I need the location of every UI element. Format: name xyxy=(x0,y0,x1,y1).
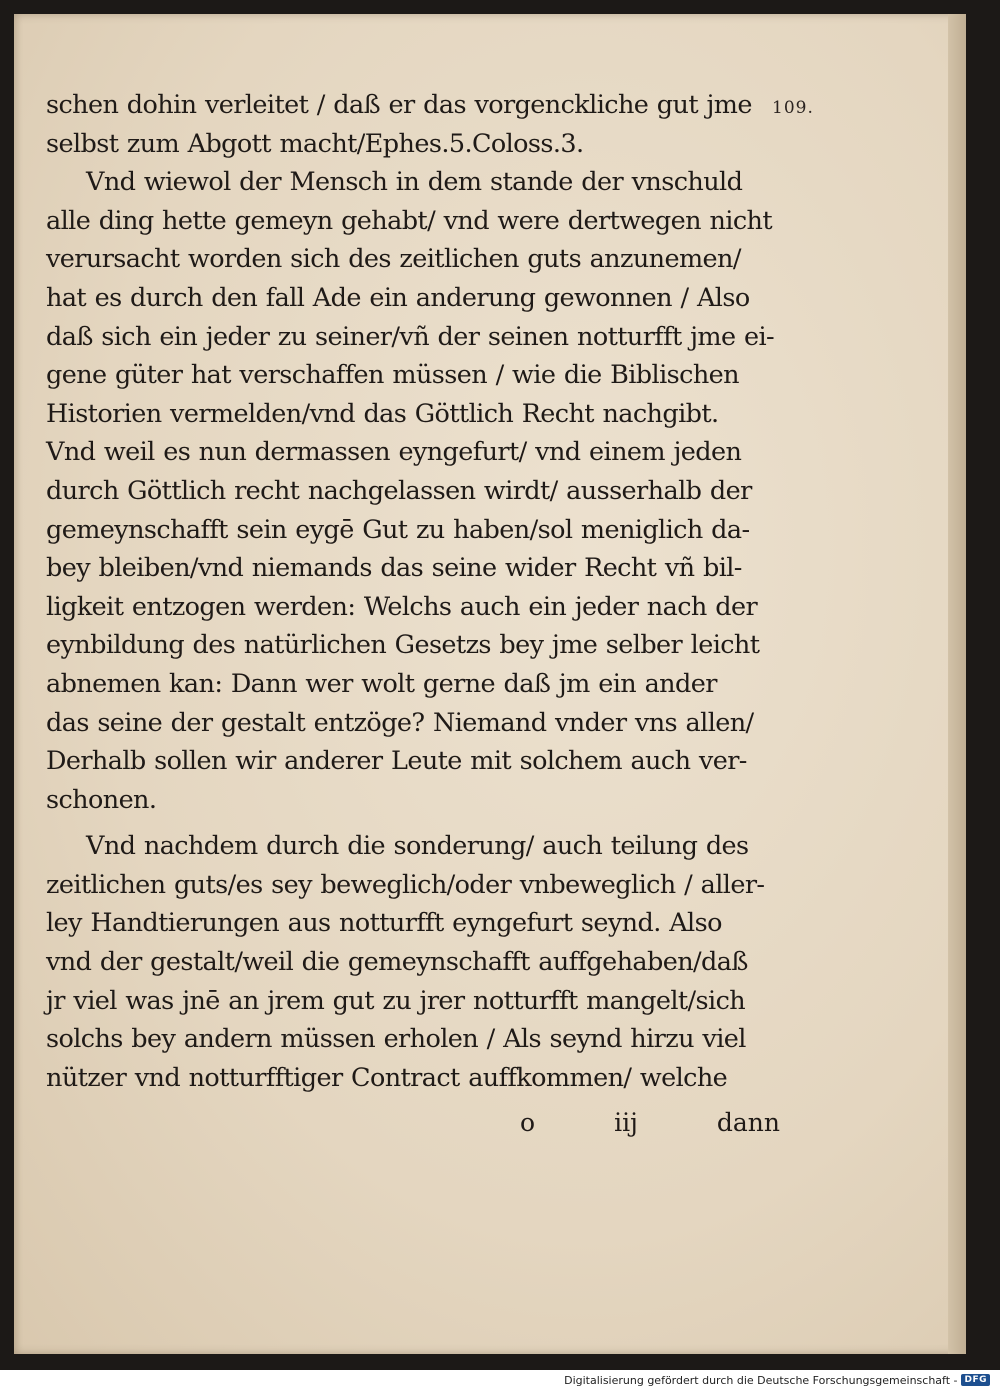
text-line: gemeynschafft sein eygē Gut zu haben/sol meniglich da- xyxy=(46,514,750,545)
text-line: solchs bey andern müssen erholen / Als seynd hirzu viel xyxy=(46,1024,746,1055)
text-line: schonen. xyxy=(46,784,157,815)
signature-number: iij xyxy=(614,1108,638,1137)
text-line: Derhalb sollen wir anderer Leute mit solchem auch ver- xyxy=(46,746,747,777)
text-line: abnemen kan: Dann wer wolt gerne daß jm ein ander xyxy=(46,668,717,699)
text-line: bey bleiben/vnd niemands das seine wider Recht vñ bil- xyxy=(46,553,742,584)
paragraph-start-line: Vnd nachdem durch die sonderung/ auch teilung des xyxy=(86,831,749,862)
text-line: vnd der gestalt/weil die gemeynschafft auffgehaben/daß xyxy=(46,947,748,978)
text-line: jr viel was jnē an jrem gut zu jrer notturfft mangelt/sich xyxy=(46,985,746,1016)
text-block xyxy=(46,86,776,1097)
signature-letter: o xyxy=(520,1108,536,1137)
text-line: hat es durch den fall Ade ein anderung gewonnen / Also xyxy=(46,282,750,313)
text-line: daß sich ein jeder zu seiner/vñ der seinen notturfft jme ei- xyxy=(46,321,775,352)
text-line: Historien vermelden/vnd das Göttlich Recht nachgibt. xyxy=(46,398,719,429)
text-line: verursacht worden sich des zeitlichen guts anzunemen/ xyxy=(46,244,741,275)
signature-catchline xyxy=(520,1108,780,1137)
catchword: dann xyxy=(716,1108,780,1137)
text-line: ligkeit entzogen werden: Welchs auch ein jeder nach der xyxy=(46,591,758,622)
text-line: durch Göttlich recht nachgelassen wirdt/ ausserhalb der xyxy=(46,475,752,506)
text-line: das seine der gestalt entzöge? Niemand vnder vns allen/ xyxy=(46,707,754,738)
text-line: ley Handtierungen aus notturfft eyngefurt seynd. Also xyxy=(46,908,722,939)
text-line: schen dohin verleitet / daß er das vorgenckliche gut jme xyxy=(46,90,752,120)
text-line: gene güter hat verschaffen müssen / wie die Biblischen xyxy=(46,360,739,391)
footer-bar xyxy=(0,1370,1000,1390)
footer-credit: Digitalisierung gefördert durch die Deutsche Forschungsgemeinschaft - xyxy=(564,1373,958,1387)
page-edge xyxy=(948,14,966,1354)
text-line: alle ding hette gemeyn gehabt/ vnd were dertwegen nicht xyxy=(46,205,772,236)
text-line: eynbildung des natürlichen Gesetzs bey jme selber leicht xyxy=(46,630,760,661)
paragraph-gap xyxy=(46,819,776,827)
text-line: zeitlichen guts/es sey beweglich/oder vnbeweglich / aller- xyxy=(46,869,765,900)
page-number: 109. xyxy=(772,98,814,118)
dfg-logo-icon: DFG xyxy=(961,1374,990,1386)
text-line: selbst zum Abgott macht/Ephes.5.Coloss.3. xyxy=(46,128,584,159)
paragraph-start-line: Vnd wiewol der Mensch in dem stande der vnschuld xyxy=(86,167,743,198)
text-line: Vnd weil es nun dermassen eyngefurt/ vnd einem jeden xyxy=(46,437,742,468)
text-line: nützer vnd notturfftiger Contract auffkommen/ welche xyxy=(46,1062,728,1093)
